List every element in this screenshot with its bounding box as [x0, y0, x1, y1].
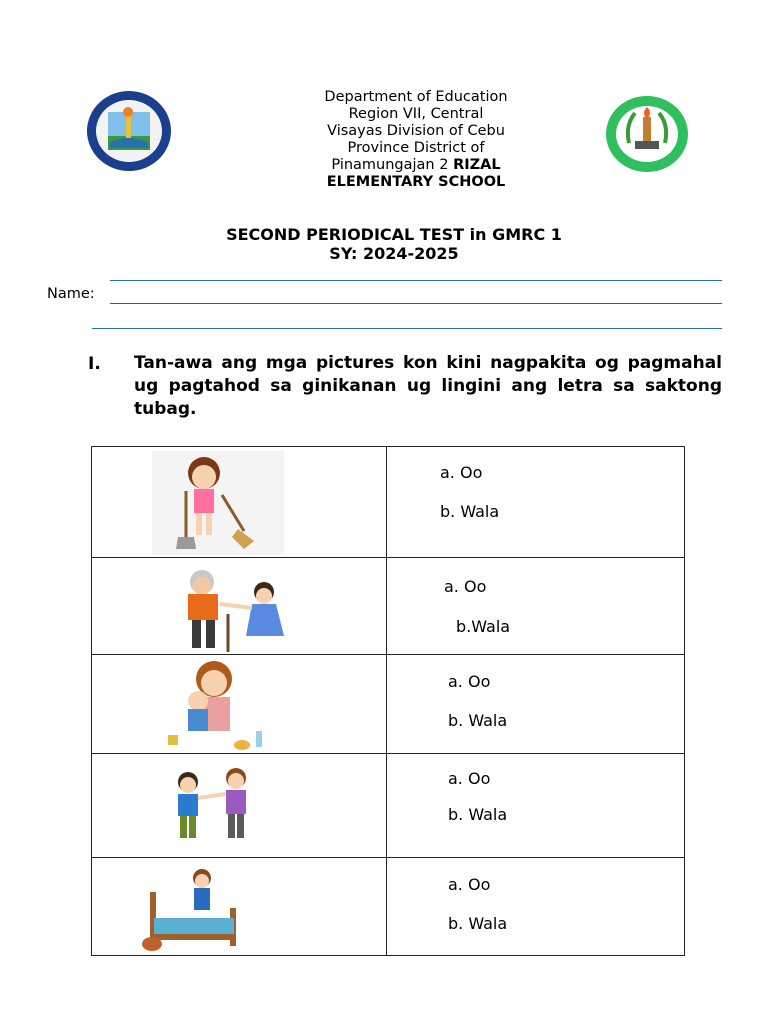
option-b[interactable]: b. Wala	[440, 502, 500, 521]
boys-fighting-icon	[158, 760, 268, 856]
header-line: Visayas Division of Cebu	[327, 123, 505, 139]
title-line2: SY: 2024-2025	[329, 244, 459, 263]
option-b[interactable]: b. Wala	[448, 711, 508, 730]
picture-cell	[92, 754, 387, 858]
options-cell	[387, 754, 685, 858]
header-line: Department of Education	[324, 89, 508, 105]
section-number: I.	[88, 354, 101, 374]
option-b[interactable]: b. Wala	[448, 914, 508, 933]
options-cell	[387, 858, 685, 956]
school-name: ELEMENTARY SCHOOL	[326, 174, 506, 190]
school-seal-icon	[605, 95, 689, 173]
question-table	[91, 446, 685, 956]
picture-cell	[92, 447, 387, 558]
picture-cell	[92, 655, 387, 754]
header-line: Pinamungajan 2 RIZAL	[331, 157, 501, 173]
options-cell	[387, 447, 685, 558]
header-line: Province District of	[347, 140, 485, 156]
table-row	[92, 754, 685, 858]
option-a[interactable]: a. Oo	[448, 672, 491, 691]
picture-cell	[92, 858, 387, 956]
child-helping-grandparent-icon	[154, 564, 330, 656]
test-title	[160, 225, 628, 263]
table-row	[92, 447, 685, 558]
table-row	[92, 858, 685, 956]
boy-making-bed-icon	[140, 864, 246, 952]
option-a[interactable]: a. Oo	[448, 769, 491, 788]
table-row	[92, 655, 685, 754]
name-line-3[interactable]	[92, 328, 722, 329]
title-line1: SECOND PERIODICAL TEST in GMRC 1	[226, 225, 562, 244]
girl-hugging-baby-icon	[162, 655, 266, 753]
option-b[interactable]: b. Wala	[448, 805, 508, 824]
name-line-1[interactable]	[110, 280, 722, 281]
option-b[interactable]: b.Wala	[456, 617, 511, 636]
options-cell	[387, 558, 685, 655]
picture-cell	[92, 558, 387, 655]
name-label: Name:	[47, 286, 95, 302]
option-a[interactable]: a. Oo	[448, 875, 491, 894]
instruction-text: Tan-awa ang mga pictures kon kini nagpakita og pagmahal ug pagtahod sa ginikanan ug lingini ang letra sa saktong tubag.	[134, 353, 722, 419]
header-line: Region VII, Central	[348, 106, 484, 122]
name-line-2[interactable]	[110, 303, 722, 304]
option-a[interactable]: a. Oo	[444, 577, 487, 596]
division-seal-icon	[86, 90, 172, 172]
option-a[interactable]: a. Oo	[440, 463, 483, 482]
table-row	[92, 558, 685, 655]
girl-sweeping-icon	[152, 451, 284, 555]
options-cell	[387, 655, 685, 754]
school-header	[260, 89, 572, 191]
